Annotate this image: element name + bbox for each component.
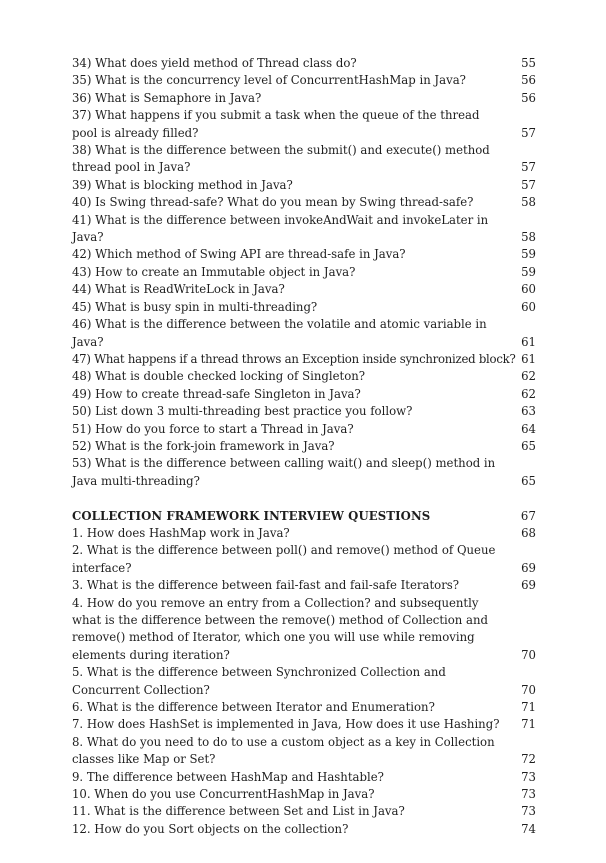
toc-entry-title: 3. What is the difference between fail-fast and fail-safe Iterators? — [72, 578, 460, 593]
toc-entry-page: 70 — [521, 647, 536, 662]
toc-entry[interactable] — [72, 438, 536, 455]
toc-entry[interactable] — [72, 769, 536, 786]
toc-entry-page: 68 — [521, 525, 536, 540]
toc-entry[interactable] — [72, 72, 536, 89]
toc-entry-title: 52) What is the fork-join framework in Java? — [72, 438, 335, 453]
toc-entry-page: 73 — [521, 787, 536, 802]
toc-entry-page: 65 — [521, 473, 536, 488]
toc-entry[interactable] — [72, 542, 536, 577]
toc-entry[interactable] — [72, 55, 536, 72]
section-spacer — [72, 490, 536, 507]
toc-entry-title: 50) List down 3 multi-threading best practice you follow? — [72, 404, 413, 419]
toc-entry[interactable] — [72, 316, 536, 351]
toc-entry[interactable] — [72, 90, 536, 107]
toc-entry-title: 37) What happens if you submit a task when the queue of the thread pool is already filled? — [72, 108, 480, 140]
toc-entry[interactable] — [72, 107, 536, 142]
toc-entry[interactable] — [72, 281, 536, 298]
toc-entry-title: 2. What is the difference between poll() and remove() method of Queue interface? — [72, 543, 496, 575]
toc-entry[interactable] — [72, 821, 536, 838]
toc-entry[interactable] — [72, 299, 536, 316]
section-heading[interactable] — [72, 508, 536, 525]
toc-entry-title: 8. What do you need to do to use a custom object as a key in Collection classes like Map or Set? — [72, 734, 495, 767]
toc-entry-title: 7. How does HashSet is implemented in Java, How does it use Hashing? — [72, 717, 500, 732]
toc-entry-page: 58 — [521, 195, 536, 210]
toc-entry-title: 48) What is double checked locking of Singleton? — [72, 369, 366, 384]
toc-entry[interactable] — [72, 368, 536, 385]
toc-entry-title: 45) What is busy spin in multi-threading? — [72, 299, 318, 314]
toc-entry-page: 57 — [521, 125, 536, 140]
toc-entry[interactable] — [72, 716, 536, 733]
toc-entry-title: 34) What does yield method of Thread class do? — [72, 56, 357, 70]
toc-entry-title: 5. What is the difference between Synchronized Collection and Concurrent Collection? — [72, 665, 446, 697]
toc-entry-title: 1. How does HashMap work in Java? — [72, 525, 290, 540]
toc-entry-page: 71 — [521, 700, 536, 715]
toc-entry-page: 60 — [521, 282, 536, 297]
toc-entry-page: 56 — [521, 73, 536, 88]
toc-entry-page: 57 — [521, 177, 536, 192]
toc-entry-page: 60 — [521, 299, 536, 314]
threading-list — [72, 55, 536, 490]
toc-entry[interactable] — [72, 177, 536, 194]
toc-entry-page: 61 — [521, 351, 536, 366]
toc-entry-page: 73 — [521, 769, 536, 784]
toc-entry[interactable] — [72, 664, 536, 699]
toc-entry[interactable] — [72, 212, 536, 247]
toc-entry-title: 43) How to create an Immutable object in Java? — [72, 264, 356, 279]
toc-entry-page: 63 — [521, 404, 536, 419]
toc-entry-page: 56 — [521, 90, 536, 105]
toc-entry[interactable] — [72, 595, 536, 665]
toc-entry[interactable] — [72, 403, 536, 420]
toc-entry-page: 64 — [521, 421, 536, 436]
toc-entry-page: 70 — [521, 682, 536, 697]
table-of-contents — [72, 55, 536, 838]
toc-entry-page: 69 — [521, 560, 536, 575]
toc-entry-title: 12. How do you Sort objects on the collection? — [72, 821, 349, 836]
toc-entry[interactable] — [72, 455, 536, 490]
toc-entry[interactable] — [72, 786, 536, 803]
toc-entry-title: 39) What is blocking method in Java? — [72, 177, 293, 192]
toc-entry-title: 10. When do you use ConcurrentHashMap in Java? — [72, 787, 375, 802]
toc-entry[interactable] — [72, 421, 536, 438]
toc-entry-title: 42) Which method of Swing API are thread-safe in Java? — [72, 247, 406, 262]
toc-entry-page: 65 — [521, 438, 536, 453]
toc-entry-title: 53) What is the difference between calling wait() and sleep() method in Java multi-threading? — [72, 456, 496, 488]
toc-entry-title: 51) How do you force to start a Thread in Java? — [72, 421, 354, 436]
toc-entry-page: 73 — [521, 804, 536, 819]
toc-entry-page: 59 — [521, 264, 536, 279]
toc-entry[interactable] — [72, 351, 536, 368]
toc-entry-page: 62 — [521, 369, 536, 384]
toc-entry-page: 61 — [521, 334, 536, 349]
toc-entry-title: 47) What happens if a thread throws an Exception inside synchronized block? — [72, 351, 516, 366]
toc-entry-page: 59 — [521, 247, 536, 262]
toc-entry[interactable] — [72, 734, 536, 769]
toc-entry[interactable] — [72, 699, 536, 716]
toc-entry-title: 46) What is the difference between the volatile and atomic variable in Java? — [72, 317, 487, 349]
toc-entry[interactable] — [72, 194, 536, 211]
toc-entry-title: 6. What is the difference between Iterator and Enumeration? — [72, 700, 435, 715]
toc-entry[interactable] — [72, 577, 536, 594]
toc-entry-title: 38) What is the difference between the submit() and execute() method thread pool in Java? — [72, 143, 490, 175]
toc-entry-title: 49) How to create thread-safe Singleton in Java? — [72, 386, 361, 401]
toc-entry-title: 41) What is the difference between invokeAndWait and invokeLater in Java? — [72, 212, 489, 245]
toc-entry-title: 11. What is the difference between Set and List in Java? — [72, 804, 405, 819]
toc-entry-title: 35) What is the concurrency level of ConcurrentHashMap in Java? — [72, 73, 466, 88]
toc-entry-page: 69 — [521, 578, 536, 593]
toc-entry[interactable] — [72, 803, 536, 820]
toc-entry-page: 55 — [521, 56, 536, 70]
toc-entry-title: 4. How do you remove an entry from a Collection? and subsequently what is the difference between the remove() method of Collection and remove() method of Iterator, which one you will use while removing elements during iteration? — [72, 595, 489, 662]
section-heading-title: COLLECTION FRAMEWORK INTERVIEW QUESTIONS — [72, 508, 431, 523]
toc-entry[interactable] — [72, 386, 536, 403]
collection-list — [72, 525, 536, 838]
toc-entry-title: 36) What is Semaphore in Java? — [72, 90, 262, 105]
toc-entry-page: 72 — [521, 752, 536, 767]
toc-entry[interactable] — [72, 142, 536, 177]
toc-entry-page: 57 — [521, 160, 536, 175]
toc-entry-title: 9. The difference between HashMap and Hashtable? — [72, 769, 384, 784]
toc-entry-title: 40) Is Swing thread-safe? What do you mean by Swing thread-safe? — [72, 195, 474, 210]
toc-entry-page: 74 — [521, 821, 536, 836]
section-heading-page: 67 — [520, 508, 536, 523]
toc-entry[interactable] — [72, 246, 536, 263]
toc-entry-page: 58 — [521, 230, 536, 245]
toc-entry[interactable] — [72, 525, 536, 542]
toc-entry-page: 62 — [521, 386, 536, 401]
toc-entry-title: 44) What is ReadWriteLock in Java? — [72, 282, 285, 297]
toc-entry-page: 71 — [521, 717, 536, 732]
toc-entry[interactable] — [72, 264, 536, 281]
